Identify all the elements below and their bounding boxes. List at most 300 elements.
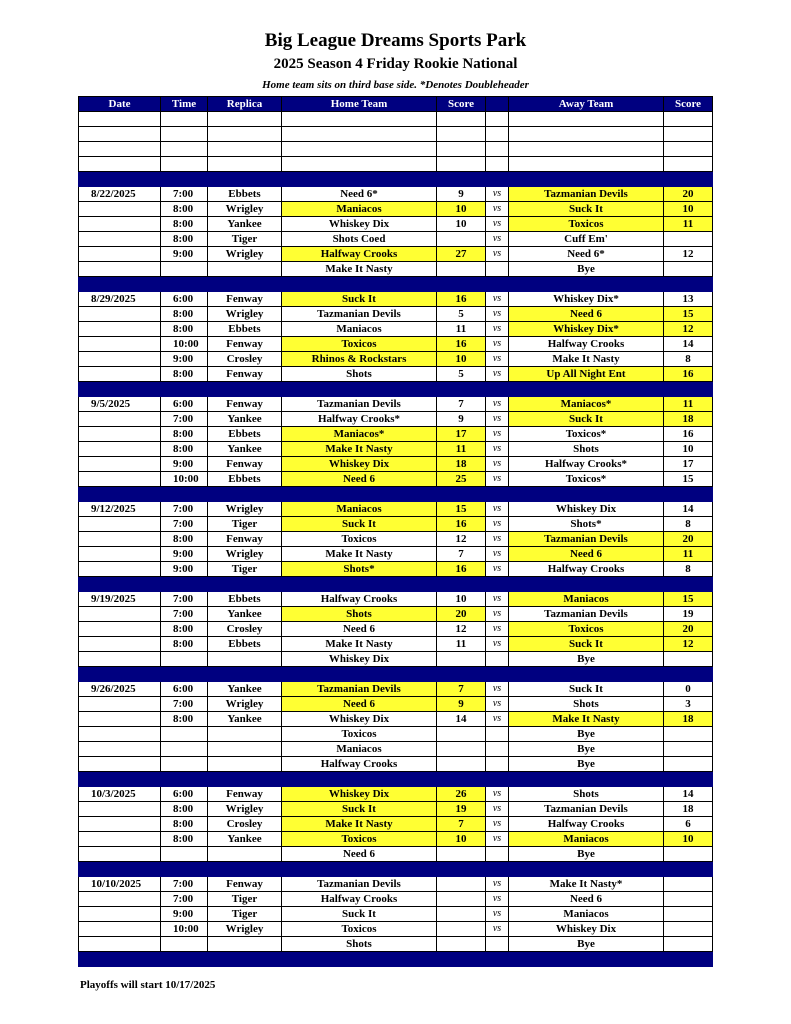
away-team: Toxicos*: [509, 472, 664, 487]
separator-cell: [79, 952, 161, 967]
game-row: [79, 532, 713, 547]
separator-cell: [161, 172, 208, 187]
game-replica: Tiger: [208, 907, 282, 922]
separator-cell: [161, 862, 208, 877]
home-team: Shots: [282, 607, 437, 622]
vs-label: vs: [486, 397, 509, 412]
home-score: 20: [437, 607, 486, 622]
game-time: 9:00: [161, 907, 208, 922]
away-score: [664, 727, 713, 742]
game-time: 8:00: [161, 817, 208, 832]
separator-cell: [161, 952, 208, 967]
away-team: Shots: [509, 787, 664, 802]
game-row: [79, 682, 713, 697]
game-replica: Yankee: [208, 682, 282, 697]
away-team: Cuff Em': [509, 232, 664, 247]
game-row: [79, 802, 713, 817]
away-team: Maniacos: [509, 592, 664, 607]
game-row: [79, 592, 713, 607]
vs-label: vs: [486, 622, 509, 637]
game-replica: Ebbets: [208, 637, 282, 652]
blank-cell: [161, 112, 208, 127]
game-date: [79, 847, 161, 862]
separator-cell: [509, 577, 664, 592]
vs-label: vs: [486, 637, 509, 652]
blank-cell: [509, 157, 664, 172]
game-date: [79, 517, 161, 532]
game-replica: [208, 937, 282, 952]
home-score: [437, 727, 486, 742]
separator-cell: [282, 667, 437, 682]
game-replica: Fenway: [208, 367, 282, 382]
game-time: 7:00: [161, 412, 208, 427]
week-separator: [79, 667, 713, 682]
home-score: 16: [437, 292, 486, 307]
home-score: 9: [437, 412, 486, 427]
away-score: [664, 892, 713, 907]
away-team: Need 6: [509, 547, 664, 562]
home-team: Halfway Crooks: [282, 892, 437, 907]
separator-cell: [282, 577, 437, 592]
game-time: 9:00: [161, 547, 208, 562]
home-score: 10: [437, 202, 486, 217]
away-score: [664, 262, 713, 277]
away-score: [664, 937, 713, 952]
separator-cell: [509, 772, 664, 787]
away-score: 16: [664, 367, 713, 382]
footer-note: Playoffs will start 10/17/2025: [80, 979, 216, 991]
home-team: Suck It: [282, 517, 437, 532]
vs-label: vs: [486, 607, 509, 622]
home-score: 5: [437, 367, 486, 382]
home-team: Need 6: [282, 697, 437, 712]
separator-cell: [161, 382, 208, 397]
game-time: [161, 847, 208, 862]
game-row: [79, 412, 713, 427]
game-time: [161, 757, 208, 772]
game-replica: [208, 847, 282, 862]
game-row: [79, 907, 713, 922]
game-time: 6:00: [161, 682, 208, 697]
blank-cell: [664, 127, 713, 142]
vs-label: vs: [486, 442, 509, 457]
blank-cell: [486, 157, 509, 172]
vs-label: vs: [486, 427, 509, 442]
home-team: Halfway Crooks: [282, 247, 437, 262]
separator-cell: [486, 172, 509, 187]
home-team: Need 6: [282, 472, 437, 487]
away-team: Shots: [509, 442, 664, 457]
home-score: 9: [437, 697, 486, 712]
home-score: 7: [437, 547, 486, 562]
home-team: Whiskey Dix: [282, 457, 437, 472]
game-row: [79, 607, 713, 622]
home-score: 9: [437, 187, 486, 202]
game-time: 6:00: [161, 292, 208, 307]
game-time: 7:00: [161, 697, 208, 712]
away-score: 15: [664, 592, 713, 607]
away-score: 12: [664, 322, 713, 337]
away-team: Up All Night Ent: [509, 367, 664, 382]
separator-cell: [486, 772, 509, 787]
home-score: 5: [437, 307, 486, 322]
game-date: [79, 712, 161, 727]
away-score: 17: [664, 457, 713, 472]
separator-cell: [208, 667, 282, 682]
home-team: Shots: [282, 937, 437, 952]
game-row: [79, 202, 713, 217]
home-team: Make It Nasty: [282, 547, 437, 562]
game-row: [79, 937, 713, 952]
separator-cell: [486, 862, 509, 877]
game-time: 7:00: [161, 187, 208, 202]
vs-label: vs: [486, 217, 509, 232]
blank-cell: [437, 157, 486, 172]
home-score: 19: [437, 802, 486, 817]
game-replica: Crosley: [208, 352, 282, 367]
game-row: [79, 832, 713, 847]
vs-label: vs: [486, 592, 509, 607]
home-score: 10: [437, 352, 486, 367]
game-replica: Fenway: [208, 532, 282, 547]
home-team: Maniacos: [282, 502, 437, 517]
home-team: Make It Nasty: [282, 442, 437, 457]
game-time: 8:00: [161, 622, 208, 637]
game-replica: Yankee: [208, 412, 282, 427]
game-replica: Yankee: [208, 607, 282, 622]
game-time: 8:00: [161, 427, 208, 442]
away-score: 3: [664, 697, 713, 712]
away-team: Bye: [509, 937, 664, 952]
game-date: [79, 262, 161, 277]
home-team: Maniacos: [282, 742, 437, 757]
game-time: [161, 742, 208, 757]
vs-label: [486, 262, 509, 277]
schedule-body: [79, 112, 713, 967]
vs-label: vs: [486, 697, 509, 712]
game-date: [79, 307, 161, 322]
blank-row: [79, 112, 713, 127]
separator-cell: [486, 487, 509, 502]
away-score: 15: [664, 307, 713, 322]
blank-cell: [161, 127, 208, 142]
away-team: Need 6: [509, 307, 664, 322]
home-score: [437, 232, 486, 247]
away-team: Bye: [509, 742, 664, 757]
separator-cell: [486, 382, 509, 397]
separator-cell: [79, 172, 161, 187]
away-score: 10: [664, 442, 713, 457]
game-date: [79, 442, 161, 457]
separator-cell: [282, 772, 437, 787]
game-time: 8:00: [161, 832, 208, 847]
game-date: [79, 742, 161, 757]
blank-cell: [437, 127, 486, 142]
game-date: [79, 367, 161, 382]
game-time: 6:00: [161, 787, 208, 802]
blank-cell: [664, 142, 713, 157]
game-replica: Wrigley: [208, 802, 282, 817]
game-replica: Ebbets: [208, 592, 282, 607]
schedule-table: [78, 96, 713, 967]
away-team: Whiskey Dix: [509, 922, 664, 937]
home-team: Shots*: [282, 562, 437, 577]
header-row: [79, 97, 713, 112]
home-team: Halfway Crooks: [282, 592, 437, 607]
away-score: 18: [664, 412, 713, 427]
home-team: Shots Coed: [282, 232, 437, 247]
away-score: 14: [664, 502, 713, 517]
separator-cell: [208, 952, 282, 967]
separator-cell: [208, 862, 282, 877]
game-date: [79, 622, 161, 637]
game-row: [79, 877, 713, 892]
game-date: [79, 427, 161, 442]
game-date: 9/19/2025: [79, 592, 161, 607]
vs-label: vs: [486, 352, 509, 367]
home-team: Make It Nasty: [282, 262, 437, 277]
separator-cell: [437, 772, 486, 787]
away-team: Bye: [509, 757, 664, 772]
game-date: [79, 472, 161, 487]
away-team: Maniacos: [509, 832, 664, 847]
blank-cell: [664, 157, 713, 172]
separator-cell: [486, 952, 509, 967]
away-team: Bye: [509, 652, 664, 667]
col-header-home-score: Score: [437, 97, 486, 112]
game-replica: Crosley: [208, 622, 282, 637]
home-score: [437, 757, 486, 772]
game-time: 8:00: [161, 712, 208, 727]
game-row: [79, 337, 713, 352]
game-replica: Tiger: [208, 517, 282, 532]
home-score: 25: [437, 472, 486, 487]
home-score: 15: [437, 502, 486, 517]
game-date: [79, 832, 161, 847]
game-date: [79, 697, 161, 712]
game-row: [79, 322, 713, 337]
week-separator: [79, 772, 713, 787]
separator-cell: [509, 172, 664, 187]
home-team: Halfway Crooks: [282, 757, 437, 772]
game-row: [79, 847, 713, 862]
blank-row: [79, 157, 713, 172]
vs-label: vs: [486, 547, 509, 562]
away-score: 10: [664, 832, 713, 847]
away-score: [664, 742, 713, 757]
game-row: [79, 232, 713, 247]
game-replica: Fenway: [208, 457, 282, 472]
game-time: 8:00: [161, 217, 208, 232]
home-score: [437, 847, 486, 862]
week-separator: [79, 862, 713, 877]
game-replica: Wrigley: [208, 922, 282, 937]
away-team: Make It Nasty: [509, 352, 664, 367]
game-time: [161, 262, 208, 277]
game-time: 8:00: [161, 307, 208, 322]
separator-cell: [282, 862, 437, 877]
blank-cell: [486, 127, 509, 142]
separator-cell: [509, 667, 664, 682]
separator-cell: [664, 772, 713, 787]
game-replica: Ebbets: [208, 187, 282, 202]
game-time: 10:00: [161, 337, 208, 352]
home-team: Toxicos: [282, 922, 437, 937]
game-row: [79, 442, 713, 457]
game-replica: [208, 652, 282, 667]
separator-cell: [509, 952, 664, 967]
blank-cell: [79, 127, 161, 142]
game-time: 10:00: [161, 472, 208, 487]
separator-cell: [664, 862, 713, 877]
game-row: [79, 757, 713, 772]
home-team: Need 6*: [282, 187, 437, 202]
game-row: [79, 472, 713, 487]
game-time: 8:00: [161, 532, 208, 547]
home-score: [437, 907, 486, 922]
game-date: [79, 457, 161, 472]
home-score: 11: [437, 322, 486, 337]
home-score: 10: [437, 217, 486, 232]
vs-label: vs: [486, 802, 509, 817]
week-separator: [79, 952, 713, 967]
game-date: 9/12/2025: [79, 502, 161, 517]
game-row: [79, 712, 713, 727]
home-score: 7: [437, 682, 486, 697]
blank-cell: [664, 112, 713, 127]
vs-label: vs: [486, 292, 509, 307]
game-replica: Yankee: [208, 712, 282, 727]
separator-cell: [486, 277, 509, 292]
separator-cell: [664, 487, 713, 502]
home-team: Whiskey Dix: [282, 217, 437, 232]
game-row: [79, 397, 713, 412]
blank-cell: [282, 157, 437, 172]
blank-row: [79, 127, 713, 142]
away-team: Suck It: [509, 412, 664, 427]
away-team: Maniacos: [509, 907, 664, 922]
vs-label: vs: [486, 562, 509, 577]
vs-label: vs: [486, 817, 509, 832]
col-header-replica: Replica: [208, 97, 282, 112]
separator-cell: [664, 577, 713, 592]
blank-cell: [79, 112, 161, 127]
away-team: Need 6: [509, 892, 664, 907]
blank-cell: [509, 112, 664, 127]
away-score: 18: [664, 712, 713, 727]
game-time: 9:00: [161, 247, 208, 262]
vs-label: vs: [486, 337, 509, 352]
blank-cell: [161, 157, 208, 172]
home-score: 16: [437, 562, 486, 577]
game-replica: Wrigley: [208, 202, 282, 217]
away-team: Bye: [509, 262, 664, 277]
game-time: 8:00: [161, 367, 208, 382]
home-team: Maniacos: [282, 202, 437, 217]
separator-cell: [437, 382, 486, 397]
game-date: [79, 637, 161, 652]
game-date: [79, 337, 161, 352]
game-row: [79, 562, 713, 577]
away-score: [664, 757, 713, 772]
home-team: Halfway Crooks*: [282, 412, 437, 427]
game-date: 9/5/2025: [79, 397, 161, 412]
vs-label: vs: [486, 307, 509, 322]
separator-cell: [79, 862, 161, 877]
vs-label: vs: [486, 202, 509, 217]
separator-cell: [79, 772, 161, 787]
game-replica: Tiger: [208, 562, 282, 577]
away-team: Shots: [509, 697, 664, 712]
home-score: [437, 742, 486, 757]
blank-cell: [208, 142, 282, 157]
separator-cell: [437, 952, 486, 967]
away-team: Whiskey Dix: [509, 502, 664, 517]
separator-cell: [208, 382, 282, 397]
separator-cell: [437, 862, 486, 877]
away-team: Make It Nasty*: [509, 877, 664, 892]
vs-label: vs: [486, 367, 509, 382]
game-date: 8/22/2025: [79, 187, 161, 202]
home-score: 27: [437, 247, 486, 262]
game-date: [79, 547, 161, 562]
vs-label: vs: [486, 682, 509, 697]
home-score: 16: [437, 337, 486, 352]
separator-cell: [664, 277, 713, 292]
col-header-time: Time: [161, 97, 208, 112]
game-replica: Ebbets: [208, 472, 282, 487]
separator-cell: [486, 577, 509, 592]
away-score: 8: [664, 562, 713, 577]
separator-cell: [79, 277, 161, 292]
game-time: 7:00: [161, 592, 208, 607]
separator-cell: [282, 952, 437, 967]
home-team: Suck It: [282, 802, 437, 817]
away-score: 12: [664, 637, 713, 652]
blank-cell: [208, 112, 282, 127]
blank-cell: [282, 127, 437, 142]
game-time: 7:00: [161, 502, 208, 517]
game-date: [79, 322, 161, 337]
away-score: 20: [664, 622, 713, 637]
game-replica: Crosley: [208, 817, 282, 832]
separator-cell: [509, 862, 664, 877]
separator-cell: [208, 577, 282, 592]
separator-cell: [282, 487, 437, 502]
game-time: 6:00: [161, 397, 208, 412]
home-score: 18: [437, 457, 486, 472]
game-date: [79, 352, 161, 367]
away-score: 10: [664, 202, 713, 217]
home-team: Need 6: [282, 622, 437, 637]
game-date: [79, 892, 161, 907]
separator-cell: [161, 772, 208, 787]
week-separator: [79, 487, 713, 502]
home-score: 16: [437, 517, 486, 532]
home-team: Toxicos: [282, 832, 437, 847]
game-date: 8/29/2025: [79, 292, 161, 307]
game-replica: Fenway: [208, 292, 282, 307]
game-time: 8:00: [161, 802, 208, 817]
game-time: 8:00: [161, 232, 208, 247]
away-team: Maniacos*: [509, 397, 664, 412]
home-score: [437, 262, 486, 277]
separator-cell: [664, 382, 713, 397]
game-replica: Yankee: [208, 442, 282, 457]
game-row: [79, 217, 713, 232]
away-score: 13: [664, 292, 713, 307]
away-score: [664, 877, 713, 892]
